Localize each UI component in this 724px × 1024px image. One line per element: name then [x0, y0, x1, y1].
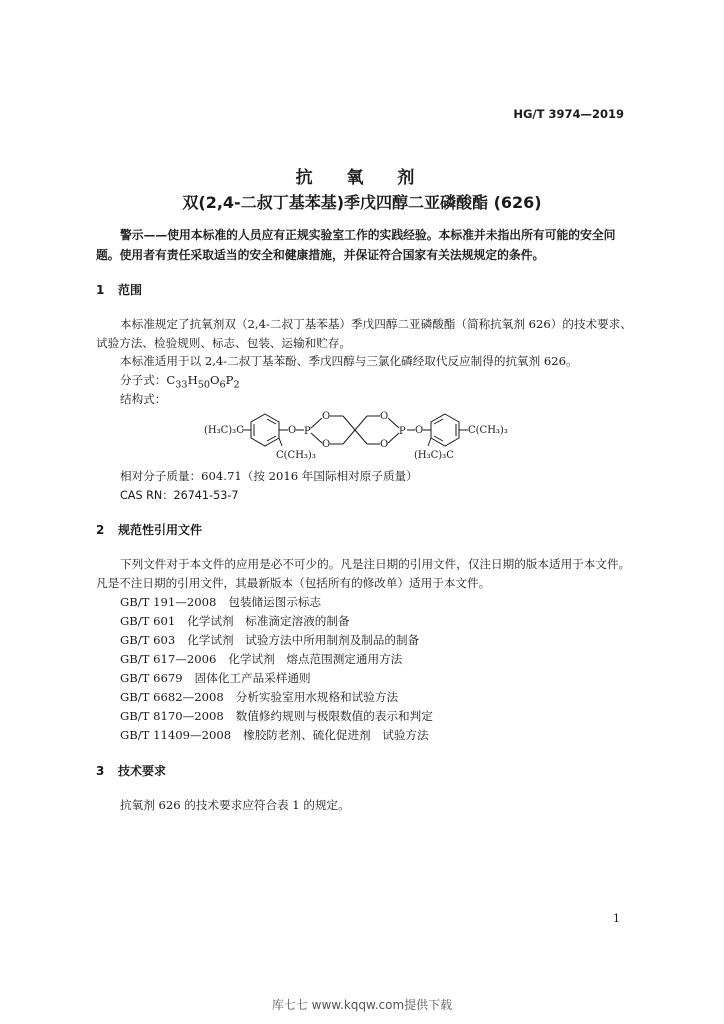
document-subtitle: 双(2,4-二叔丁基苯基)季戊四醇二亚磷酸酯 (626) [182, 193, 542, 212]
document-title: 抗 氧 剂 [295, 168, 429, 188]
right-lower-tbu-label: (H₃C)₃C [414, 450, 454, 461]
right-tbu-label: C(CH₃)₃ [468, 425, 508, 436]
reference-title: 固体化工产品采样通则 [194, 671, 311, 685]
left-tbu-label: (H₃C)₃C [204, 425, 244, 436]
phosphorus-label: P [304, 426, 311, 437]
section-heading-scope [96, 281, 142, 298]
formula-subscript: 2 [233, 379, 240, 391]
reference-title: 化学试剂 试验方法中所用制剂及制品的制备 [187, 633, 420, 647]
reference-title: 包装储运图示标志 [228, 595, 322, 609]
warning-paragraph: 警示——使用本标准的人员应有正规实验室工作的实践经验。本标准并未指出所有可能的安全问题。使用者有责任采取适当的安全和健康措施，并保证符合国家有关法规规定的条件。 [96, 228, 616, 262]
download-footer: 库七七 www.kqqw.com提供下载 [271, 998, 453, 1012]
formula-label: 分子式： [120, 373, 167, 387]
right-benzene-ring [431, 414, 459, 446]
section-number: 3 [96, 764, 105, 778]
reference-code: GB/T 601 [120, 614, 176, 628]
reference-item [120, 708, 433, 724]
left-lower-tbu-label: C(CH₃)₃ [276, 450, 316, 461]
formula-subscript: 50 [197, 379, 210, 391]
section-number: 2 [96, 523, 105, 537]
reference-code: GB/T 8170—2008 [120, 709, 224, 723]
section-heading-references [96, 521, 202, 538]
reference-code: GB/T 603 [120, 633, 176, 647]
structural-formula [200, 402, 530, 464]
oxygen-label: O [288, 425, 297, 436]
reference-code: GB/T 6679 [120, 671, 183, 685]
reference-title: 分析实验室用水规格和试验方法 [235, 690, 399, 704]
reference-title: 化学试剂 熔点范围测定通用方法 [228, 652, 403, 666]
formula-subscript: 6 [219, 379, 226, 391]
scope-paragraph-2: 本标准适用于以 2,4-二叔丁基苯酚、季戊四醇与三氯化磷经取代反应制得的抗氧剂 626。 [120, 354, 578, 368]
formula-element: P [225, 373, 234, 387]
section-title: 范围 [118, 283, 143, 297]
section-title: 技术要求 [118, 764, 167, 778]
reference-item [120, 651, 402, 667]
section-title: 规范性引用文件 [118, 523, 203, 537]
formula-element: H [187, 373, 198, 387]
standard-code: HG/T 3974—2019 [513, 107, 624, 121]
molecular-weight: 相对分子质量：604.71（按 2016 年国际相对原子质量） [120, 469, 418, 483]
formula-element: C [166, 373, 176, 387]
reference-code: GB/T 191—2008 [120, 595, 217, 609]
reference-item [120, 594, 321, 610]
reference-item [120, 670, 311, 686]
reference-item [120, 689, 398, 705]
formula-subscript: 33 [175, 379, 188, 391]
oxygen-label: O [380, 439, 389, 450]
reference-title: 化学试剂 标准滴定溶液的制备 [187, 614, 350, 628]
oxygen-label: O [322, 411, 331, 422]
reference-item [120, 613, 350, 629]
references-paragraph: 下列文件对于本文件的应用是必不可少的。凡是注日期的引用文件，仅注日期的版本适用于本文件。凡是不注日期的引用文件，其最新版本（包括所有的修改单）适用于本文件。 [96, 557, 631, 590]
left-benzene-ring [251, 414, 279, 446]
cas-number: CAS RN：26741-53-7 [120, 489, 239, 502]
phosphorus-label: P [399, 426, 406, 437]
scope-paragraph-1: 本标准规定了抗氧剂双（2,4-二叔丁基苯基）季戊四醇二亚磷酸酯（简称抗氧剂 626）的技术要求、试验方法、检验规则、标志、包装、运输和贮存。 [96, 317, 632, 350]
reference-code: GB/T 6682—2008 [120, 690, 224, 704]
oxygen-label: O [322, 439, 331, 450]
oxygen-label: O [415, 425, 424, 436]
section-number: 1 [96, 283, 105, 297]
reference-item [120, 727, 429, 743]
reference-code: GB/T 11409—2008 [120, 728, 232, 742]
formula-element: O [209, 373, 220, 387]
structure-label: 结构式： [120, 392, 167, 406]
section-heading-technical-requirements [96, 762, 166, 779]
reference-title: 数值修约规则与极限数值的表示和判定 [235, 709, 433, 723]
page-number: 1 [613, 912, 620, 925]
reference-item [120, 632, 419, 648]
reference-title: 橡胶防老剂、硫化促进剂 试验方法 [243, 728, 429, 742]
reference-code: GB/T 617—2006 [120, 652, 217, 666]
oxygen-label: O [380, 411, 389, 422]
technical-requirements-paragraph: 抗氧剂 626 的技术要求应符合表 1 的规定。 [120, 798, 350, 812]
